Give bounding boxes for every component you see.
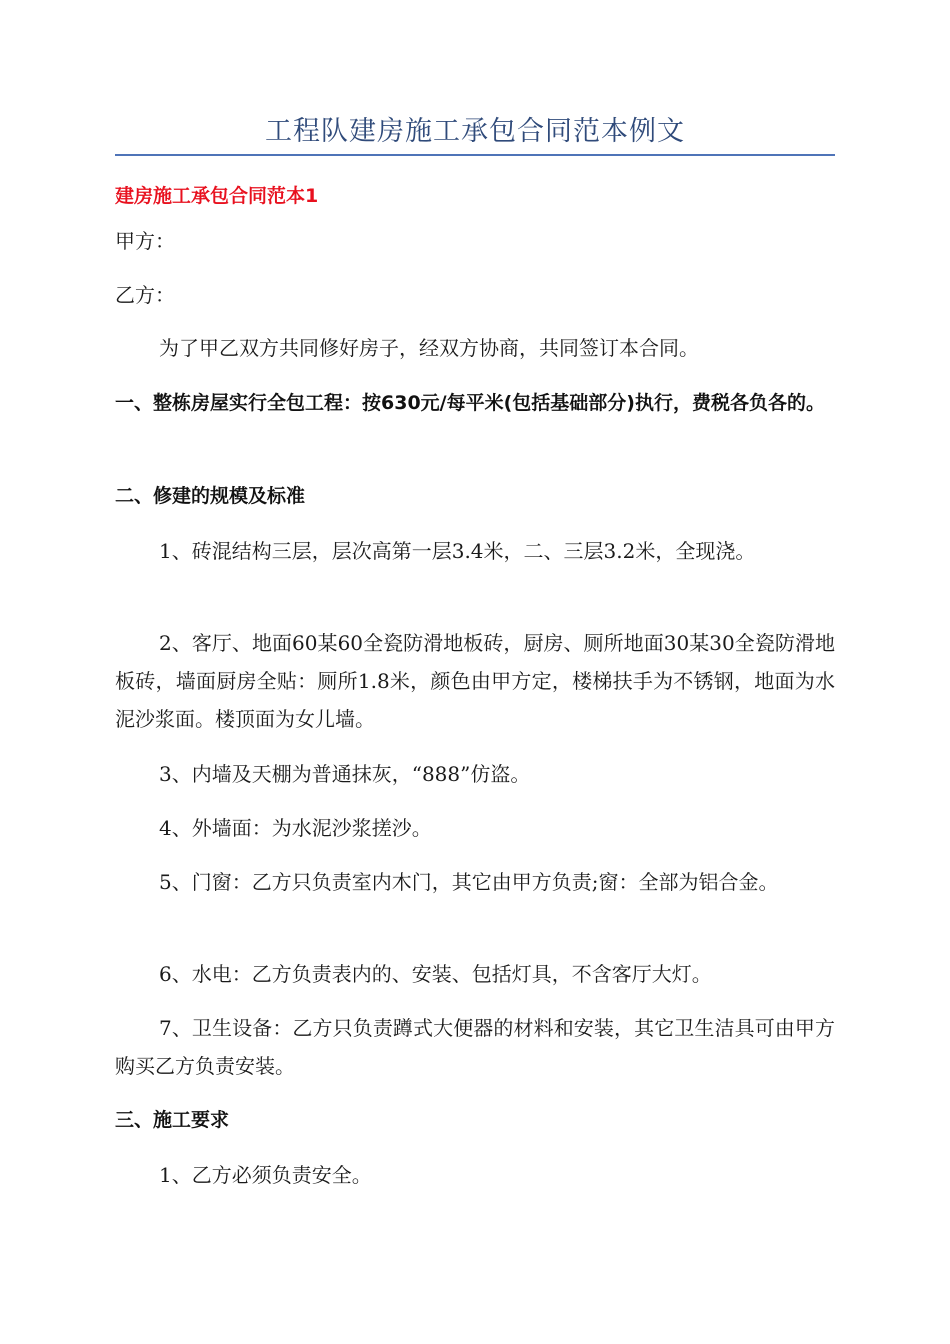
document-title: 工程队建房施工承包合同范本例文 bbox=[265, 116, 685, 147]
intro-paragraph: 为了甲乙双方共同修好房子，经双方协商，共同签订本合同。 bbox=[159, 336, 699, 360]
clause-2-item-2: 2、客厅、地面60某60全瓷防滑地板砖，厨房、厕所地面30某30全瓷防滑地板砖，墙面厨房全贴：厕所1.8米，颜色由甲方定，楼梯扶手为不锈钢，地面为水泥沙浆面。楼顶面为女儿墙。 bbox=[115, 631, 835, 731]
contract-subtitle: 建房施工承包合同范本1 bbox=[115, 185, 319, 207]
clause-2-item-4: 4、外墙面：为水泥沙浆搓沙。 bbox=[159, 816, 432, 840]
clause-2-item-1: 1、砖混结构三层，层次高第一层3.4米，二、三层3.2米，全现浇。 bbox=[159, 539, 756, 563]
clause-2-item-3: 3、内墙及天棚为普通抹灰，“888”仿盗。 bbox=[159, 762, 531, 786]
clause-3-item-1: 1、乙方必须负责安全。 bbox=[159, 1163, 372, 1187]
clause-2-item-7: 7、卫生设备：乙方只负责蹲式大便器的材料和安装，其它卫生洁具可由甲方购买乙方负责安装。 bbox=[115, 1016, 835, 1078]
title-underline bbox=[115, 154, 835, 156]
clause-1: 一、整栋房屋实行全包工程：按630元/每平米(包括基础部分)执行，费税各负各的。 bbox=[115, 392, 825, 414]
clause-3-heading: 三、施工要求 bbox=[115, 1109, 230, 1131]
clause-2-heading: 二、修建的规模及标准 bbox=[115, 485, 306, 507]
clause-2-item-5: 5、门窗：乙方只负责室内木门，其它由甲方负责;窗：全部为铝合金。 bbox=[159, 870, 779, 894]
clause-2-item-6: 6、水电：乙方负责表内的、安装、包括灯具，不含客厅大灯。 bbox=[159, 962, 712, 986]
party-a-label: 甲方： bbox=[115, 229, 175, 253]
party-b-label: 乙方： bbox=[115, 283, 175, 307]
